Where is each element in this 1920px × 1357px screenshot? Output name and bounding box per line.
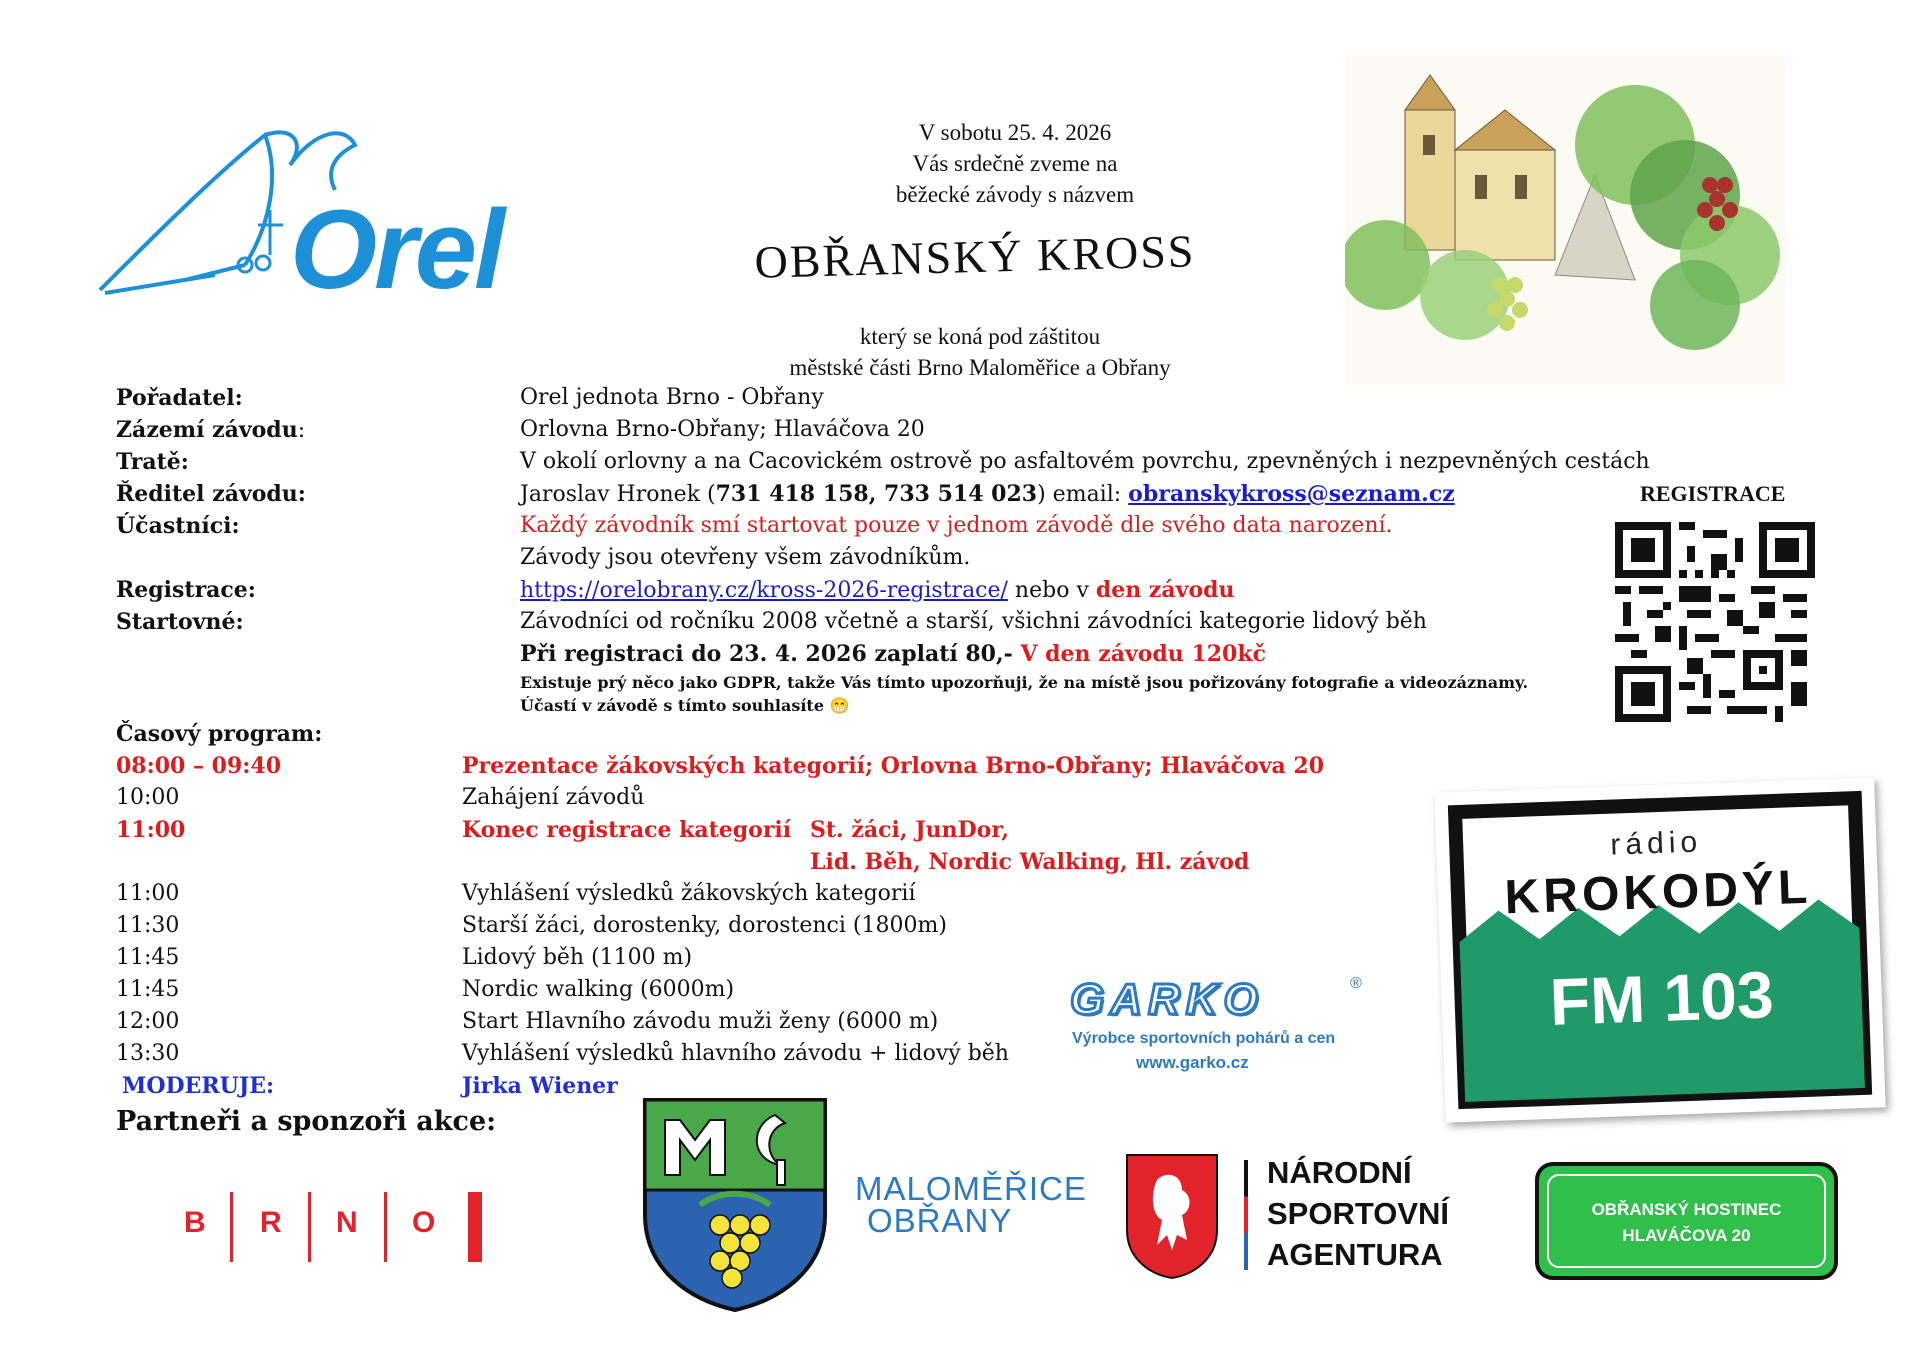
registration-label: Registrace: [116, 577, 256, 603]
registration-value: https://orelobrany.cz/kross-2026-registrace/ nebo v den závodu [520, 577, 1235, 603]
schedule-text-6: Lidový běh (1100 m) [462, 945, 693, 970]
schedule-text-7: Nordic walking (6000m) [462, 977, 735, 1002]
schedule-time-3: 11:00 [116, 817, 186, 843]
brno-divider [384, 1192, 387, 1262]
director-label: Ředitel závodu: [116, 481, 306, 507]
schedule-time-1: 08:00 – 09:40 [116, 753, 282, 779]
patronage-line1: který se koná pod záštitou [859, 324, 1101, 349]
hostinec-address: HLAVÁČOVA 20 [1622, 1226, 1751, 1245]
base-value: Orlovna Brno-Obřany; Hlaváčova 20 [520, 417, 925, 442]
brno-divider [308, 1192, 311, 1262]
organizer-label: Pořadatel: [116, 385, 243, 411]
intro-invite: Vás srdečně zveme na [912, 151, 1118, 176]
brno-letter-n: N [336, 1206, 358, 1239]
nsa-line1: NÁRODNÍ [1267, 1155, 1412, 1190]
schedule-time-8: 12:00 [116, 1009, 180, 1034]
nsa-line2: SPORTOVNÍ [1267, 1196, 1450, 1231]
brno-divider [230, 1192, 233, 1262]
garko-logo [1070, 975, 1380, 1075]
schedule-time-4: 11:00 [116, 881, 180, 906]
schedule-time-7: 11:45 [116, 977, 180, 1002]
qr-label: REGISTRACE [1640, 481, 1786, 506]
brno-letter-o: O [412, 1206, 436, 1239]
patronage-line2: městské části Brno Maloměřice a Obřany [789, 355, 1171, 380]
schedule-time-9: 13:30 [116, 1041, 180, 1066]
qr-code-icon [1615, 522, 1815, 722]
sponsors-heading: Partneři a sponzoři akce: [116, 1106, 497, 1137]
obrany-text: OBŘANY [867, 1202, 1013, 1239]
schedule-time-2: 10:00 [116, 785, 180, 810]
schedule-text-9: Vyhlášení výsledků hlavního závodu + lidový běh [462, 1041, 1009, 1066]
schedule-text-3: Konec registrace kategorií [462, 817, 792, 843]
schedule-time-5: 11:30 [116, 913, 180, 938]
intro-date: V sobotu 25. 4. 2026 [918, 120, 1112, 145]
radio-name: KROKODÝL [1503, 860, 1813, 925]
tracks-value: V okolí orlovny a na Cacovickém ostrově po asfaltovém povrchu, zpevněných i nezpevněných cestách [520, 449, 1650, 474]
hostinec-logo [1535, 1162, 1838, 1280]
gdpr-consent: Účastí v závodě s tímto souhlasíte 😁 [520, 696, 850, 715]
garko-web: www.garko.cz [1136, 1053, 1249, 1072]
fee-value2: Při registraci do 23. 4. 2026 zaplatí 80,- V den závodu 120kč [520, 641, 1267, 667]
race-title: OBŘANSKÝ KROSS [753, 225, 1197, 288]
participants-rule: Každý závodník smí startovat pouze v jednom závodě dle svého data narození. [520, 513, 1393, 538]
nsa-line3: AGENTURA [1267, 1237, 1443, 1272]
schedule-categories-2: Lid. Běh, Nordic Walking, Hl. závod [810, 849, 1250, 875]
qr-code[interactable] [1615, 522, 1815, 722]
organizer-value: Orel jednota Brno - Obřany [520, 385, 824, 410]
nsa-divider [1244, 1160, 1248, 1270]
radio-krokodyl-logo [1434, 777, 1885, 1122]
garko-tagline: Výrobce sportovních pohárů a cen [1072, 1030, 1336, 1047]
brno-block [468, 1192, 482, 1262]
brno-letter-r: R [260, 1206, 282, 1239]
czech-lion-icon [1122, 1150, 1222, 1280]
director-email-link[interactable]: obranskykross@seznam.cz [1128, 481, 1455, 507]
intro-race-name-lead: běžecké závody s názvem [895, 182, 1135, 207]
patronage-block [700, 321, 1260, 383]
director-value: Jaroslav Hronek (731 418 158, 733 514 023) email: obranskykross@seznam.cz [520, 481, 1455, 507]
fee-label: Startovné: [116, 609, 244, 635]
malomerice-coat-of-arms [640, 1095, 830, 1315]
brno-logo [178, 1192, 498, 1262]
moderator-name: Jirka Wiener [462, 1073, 618, 1099]
participants-label: Účastníci: [116, 513, 240, 539]
schedule-heading: Časový program: [116, 721, 323, 747]
grin-emoji-icon: 😁 [829, 696, 850, 715]
garko-registered-mark: ® [1350, 975, 1362, 992]
orel-logo [95, 115, 600, 320]
church-illustration [1345, 55, 1785, 385]
schedule-text-4: Vyhlášení výsledků žákovských kategorií [462, 881, 916, 906]
radio-prefix: rádio [1609, 825, 1703, 862]
schedule-time-6: 11:45 [116, 945, 180, 970]
schedule-text-8: Start Hlavního závodu muži ženy (6000 m) [462, 1009, 939, 1034]
brno-letter-b: B [184, 1206, 206, 1239]
hostinec-name: OBŘANSKÝ HOSTINEC [1591, 1200, 1782, 1219]
garko-name: GARKO [1070, 975, 1264, 1024]
registration-link[interactable]: https://orelobrany.cz/kross-2026-registrace/ [520, 578, 1008, 603]
base-label: Zázemí závodu: [116, 417, 306, 443]
schedule-text-2: Zahájení závodů [462, 785, 645, 810]
nsa-logo [1122, 1150, 1482, 1280]
radio-frequency: FM 103 [1548, 957, 1775, 1039]
orel-logo-text: Orel [290, 187, 503, 312]
schedule-text-5: Starší žáci, dorostenky, dorostenci (1800m) [462, 913, 947, 938]
schedule-categories-1: St. žáci, JunDor, [810, 817, 1009, 843]
participants-open: Závody jsou otevřeny všem závodníkům. [520, 545, 971, 570]
nsa-text [1267, 1152, 1449, 1275]
malomerice-obrany-logo [855, 1170, 1087, 1240]
fee-value1: Závodníci od ročníku 2008 včetně a starší, všichni závodníci kategorie lidový běh [520, 609, 1427, 634]
malomerice-text: MALOMĚŘICE [855, 1170, 1087, 1207]
intro-block [760, 117, 1270, 210]
tracks-label: Tratě: [116, 449, 189, 475]
schedule-text-1: Prezentace žákovských kategorií; Orlovna Brno-Obřany; Hlaváčova 20 [462, 753, 1325, 779]
moderator-label: MODERUJE: [122, 1073, 275, 1099]
gdpr-notice: Existuje prý něco jako GDPR, takže Vás tímto upozorňuji, že na místě jsou pořizovány fotografie a videozáznamy. [520, 673, 1529, 692]
